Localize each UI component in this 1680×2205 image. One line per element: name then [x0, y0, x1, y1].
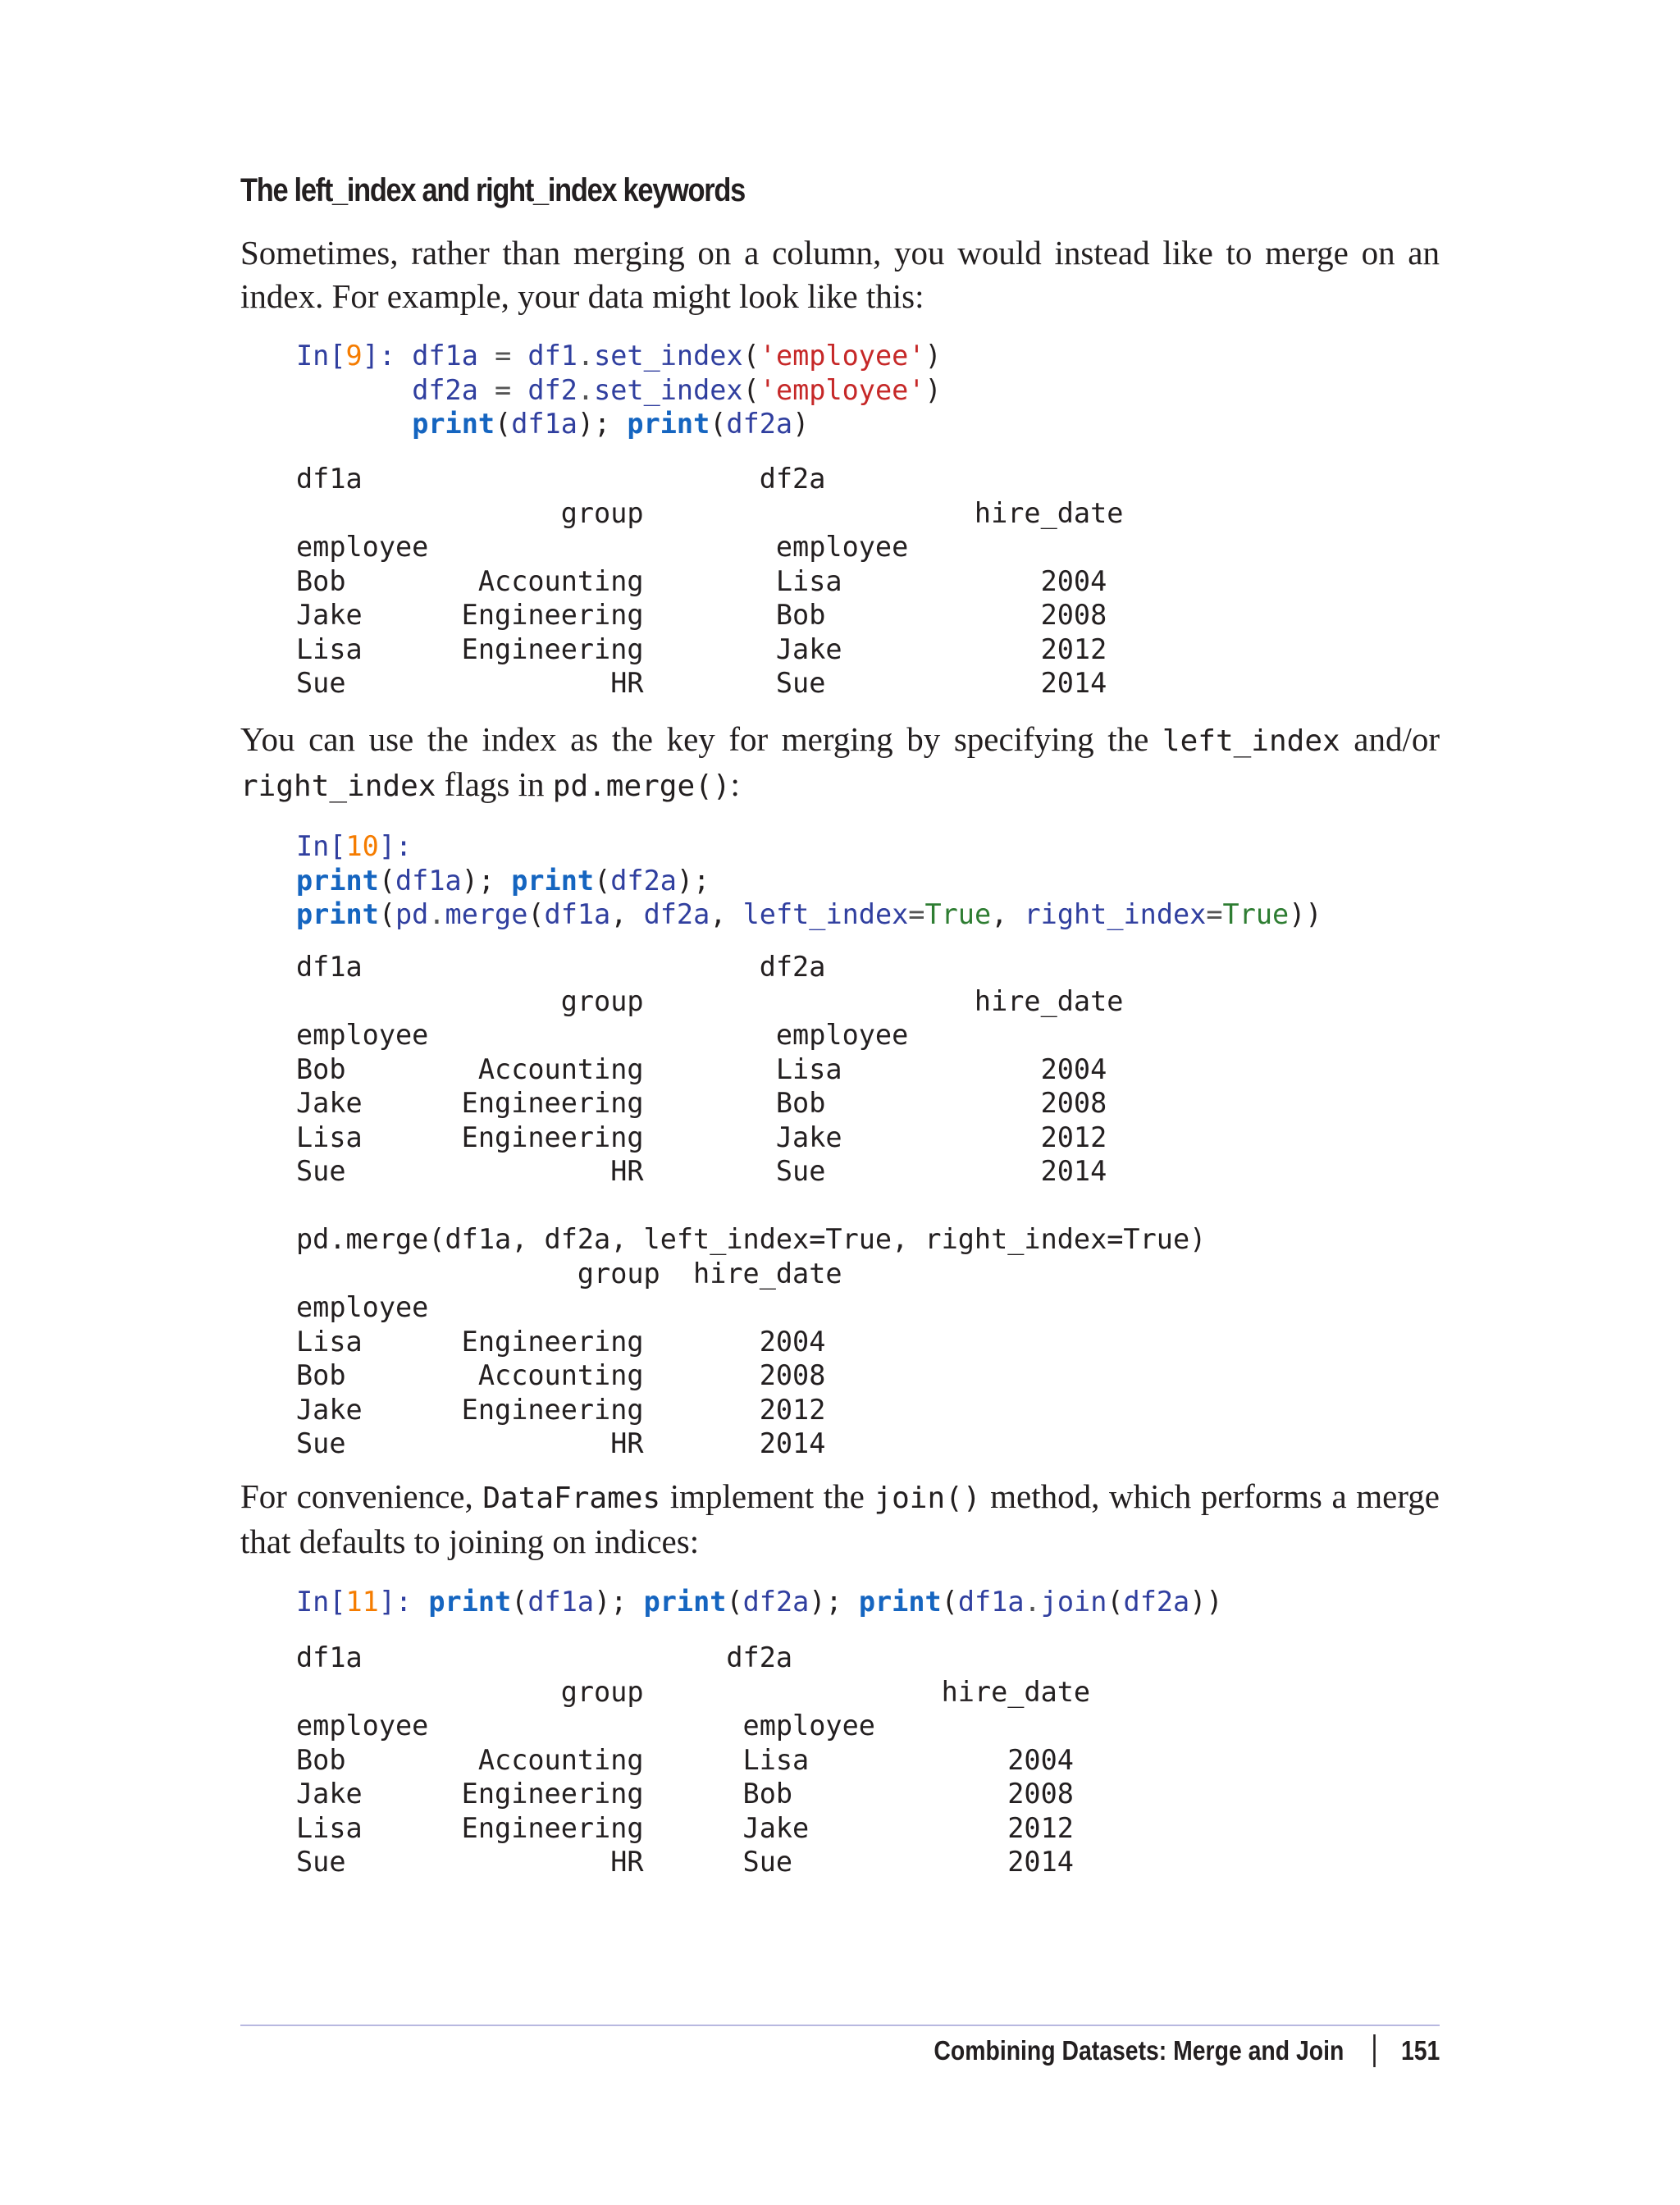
paragraph-intro: Sometimes, rather than merging on a column, you would instead like to merge on an index. For example, your data might look like this:: [240, 234, 1440, 315]
section-heading: The left_index and right_index keywords: [240, 172, 745, 208]
code-output-9: df1a df2a group hire_date employee employee Bob Accounting Lisa 2004 Jake Engineering Bob 2008 Lisa Engineering Jake 2012 Sue HR Sue 2014: [296, 463, 1124, 699]
page-footer: [934, 2034, 1440, 2067]
code-output-11: df1a df2a group hire_date employee employee Bob Accounting Lisa 2004 Jake Engineering Bob 2008 Lisa Engineering Jake 2012 Sue HR Sue 2014: [296, 1641, 1091, 1878]
footer-rule: [240, 2025, 1440, 2026]
code-cell-10: In[10]: print(df1a); print(df2a); print(pd.merge(df1a, df2a, left_index=True, right_index=True)): [296, 830, 1322, 930]
cell-number: 10: [345, 830, 379, 862]
cell-prompt: In[: [296, 340, 346, 372]
cell-prompt: In[: [296, 1586, 346, 1618]
cell-prompt: In[: [296, 830, 346, 862]
page-number: 151: [1400, 2035, 1440, 2066]
code-cell-9: In[9]: df1a = df1.set_index('employee') df2a = df2.set_index('employee') print(df1a); print(df2a): [296, 340, 942, 440]
code-cell-11: In[11]: print(df1a); print(df2a); print(df1a.join(df2a)): [296, 1586, 1223, 1618]
paragraph-index-keys: You can use the index as the key for merging by specifying the left_index and/or right_index flags in pd.merge():: [240, 720, 1440, 803]
footer-title: Combining Datasets: Merge and Join: [934, 2035, 1344, 2066]
paragraph-join: For convenience, DataFrames implement the join() method, which performs a merge that defaults to joining on indices:: [240, 1477, 1440, 1560]
cell-number: 9: [345, 340, 363, 372]
footer-separator: [1373, 2034, 1376, 2067]
cell-number: 11: [345, 1586, 379, 1618]
code-output-10: df1a df2a group hire_date employee employee Bob Accounting Lisa 2004 Jake Engineering Bob 2008 Lisa Engineering Jake 2012 Sue HR Sue 2014 pd.merge(df1a, df2a, left_index=True, right_index=True) group hire_date employee Lisa Engineering 2004 Bob Accounting 2008 Jake Engineering 2012 Sue HR 2014: [296, 951, 1207, 1459]
